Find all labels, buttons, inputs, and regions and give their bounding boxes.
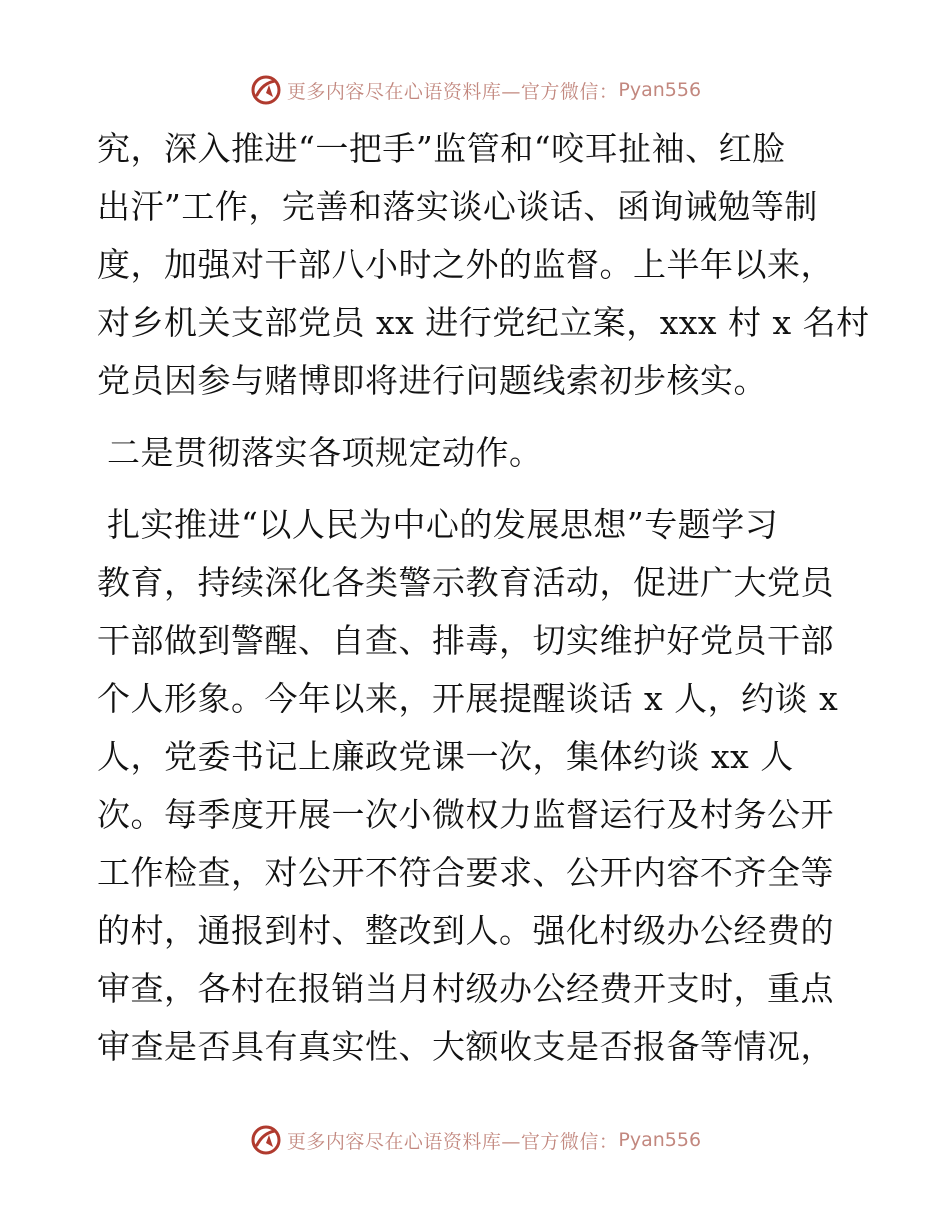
text-line: 扎实推进“以人民为中心的发展思想”专题学习: [107, 505, 779, 544]
brand-logo-icon: [249, 73, 283, 107]
header-banner-text: 更多内容尽在心语资料库—官方微信：: [286, 80, 619, 103]
text-line: 度，加强对干部八小时之外的监督。上半年以来，: [97, 245, 834, 284]
text-line: 对乡机关支部党员 xx 进行党纪立案，xxx 村 x 名村: [97, 303, 870, 342]
text-line: 出汗”工作，完善和落实谈心谈话、函询诫勉等制: [97, 187, 818, 226]
text-line: 审查是否具有真实性、大额收支是否报备等情况，: [97, 1027, 834, 1066]
header-watermark-banner: [0, 70, 950, 110]
text-line: 教育，持续深化各类警示教育活动，促进广大党员: [97, 563, 834, 602]
footer-watermark-banner: [0, 1120, 950, 1160]
footer-banner-text: 更多内容尽在心语资料库—官方微信：: [286, 1130, 619, 1153]
footer-banner-handle: Pyan556: [618, 1129, 702, 1151]
text-line: 究，深入推进“一把手”监管和“咬耳扯袖、红脸: [97, 129, 786, 168]
text-line: 党员因参与赌博即将进行问题线索初步核实。: [97, 361, 767, 400]
text-line: 审查，各村在报销当月村级办公经费开支时，重点: [97, 969, 834, 1008]
paragraph-body: [97, 496, 857, 1076]
text-line: 的村，通报到村、整改到人。强化村级办公经费的: [97, 911, 834, 950]
text-line: 工作检查，对公开不符合要求、公开内容不齐全等: [97, 853, 834, 892]
text-line: 个人形象。今年以来，开展提醒谈话 x 人，约谈 x: [97, 679, 839, 718]
document-body: [97, 120, 870, 1076]
text-line: 次。每季度开展一次小微权力监督运行及村务公开: [97, 795, 834, 834]
text-line: 干部做到警醒、自查、排毒，切实维护好党员干部: [97, 621, 834, 660]
section-heading: 二是贯彻落实各项规定动作。: [107, 433, 543, 472]
header-banner-handle: Pyan556: [618, 79, 702, 101]
brand-logo-icon: [249, 1123, 283, 1157]
text-line: 人，党委书记上廉政党课一次，集体约谈 xx 人: [97, 737, 794, 776]
paragraph-continuation: [97, 120, 870, 410]
